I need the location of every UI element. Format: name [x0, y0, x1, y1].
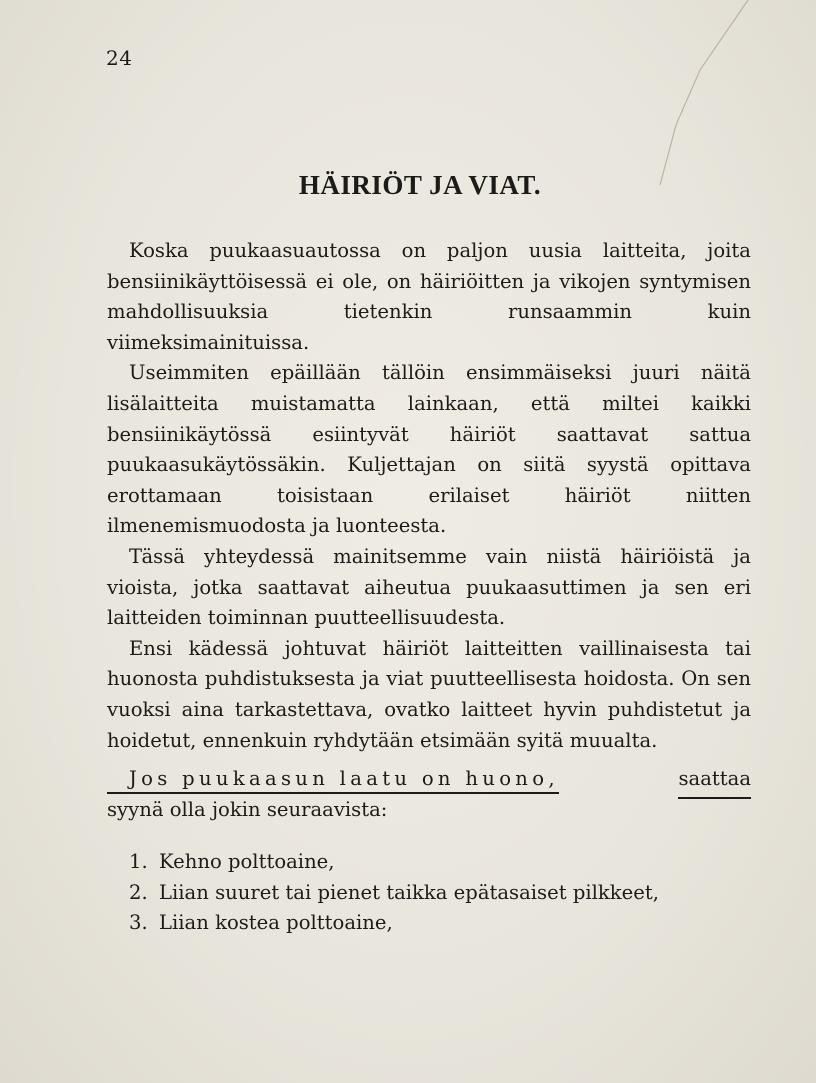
list-item	[107, 847, 751, 878]
paragraph: Useimmiten epäillään tällöin ensimmäiseksi juuri näitä lisälaitteita muistamatta lainkaan, että miltei kaikki bensiinikäytössä esiintyvät häiriöt saattavat sattua puukaasukäytössäkin. Kuljettajan on siitä syystä opittava erottamaan toisistaan erilaiset häiriöt niitten ilmenemismuodosta ja luonteesta.	[107, 361, 751, 538]
list-text: Kehno polttoaine,	[159, 850, 335, 874]
emphasis-continuation: syynä olla jokin seuraavista:	[107, 797, 388, 821]
body-text	[107, 236, 751, 939]
paragraph: Ensi kädessä johtuvat häiriöt laitteitten vaillinaisesta tai huonosta puhdistuksesta ja viat puutteellisesta hoidosta. On sen vuoksi aina tarkastettava, ovatko laitteet hyvin puhdistetut ja hoidetut, ennenkuin ryhdytään etsimään syitä muualta.	[107, 636, 751, 752]
list-text: Liian suuret tai pienet taikka epätasaiset pilkkeet,	[159, 880, 659, 904]
page-number: 24	[106, 46, 133, 70]
list-item	[107, 878, 751, 909]
causes-list	[107, 847, 751, 939]
emphasized-sentence	[107, 764, 751, 795]
list-item	[107, 908, 751, 939]
list-number: 3.	[129, 911, 148, 935]
paragraph: Tässä yhteydessä mainitsemme vain niistä häiriöistä ja vioista, jotka saattavat aiheutua puukaasuttimen ja sen eri laitteiden toiminnan puutteellisuudesta.	[107, 544, 751, 630]
spaced-emphasis: Jos puukaasun laatu on huono,	[107, 767, 559, 794]
list-number: 2.	[129, 880, 148, 904]
list-text: Liian kostea polttoaine,	[159, 911, 393, 935]
emphasis-trail: saattaa	[678, 764, 751, 799]
section-heading: HÄIRIÖT JA VIAT.	[298, 170, 542, 200]
paragraph: Koska puukaasuautossa on paljon uusia laitteita, joita bensiinikäyttöisessä ei ole, on häiriöitten ja vikojen syntymisen mahdollisuuksia tietenkin runsaammin kuin viimeksimainituissa.	[107, 239, 751, 354]
list-number: 1.	[129, 850, 148, 874]
